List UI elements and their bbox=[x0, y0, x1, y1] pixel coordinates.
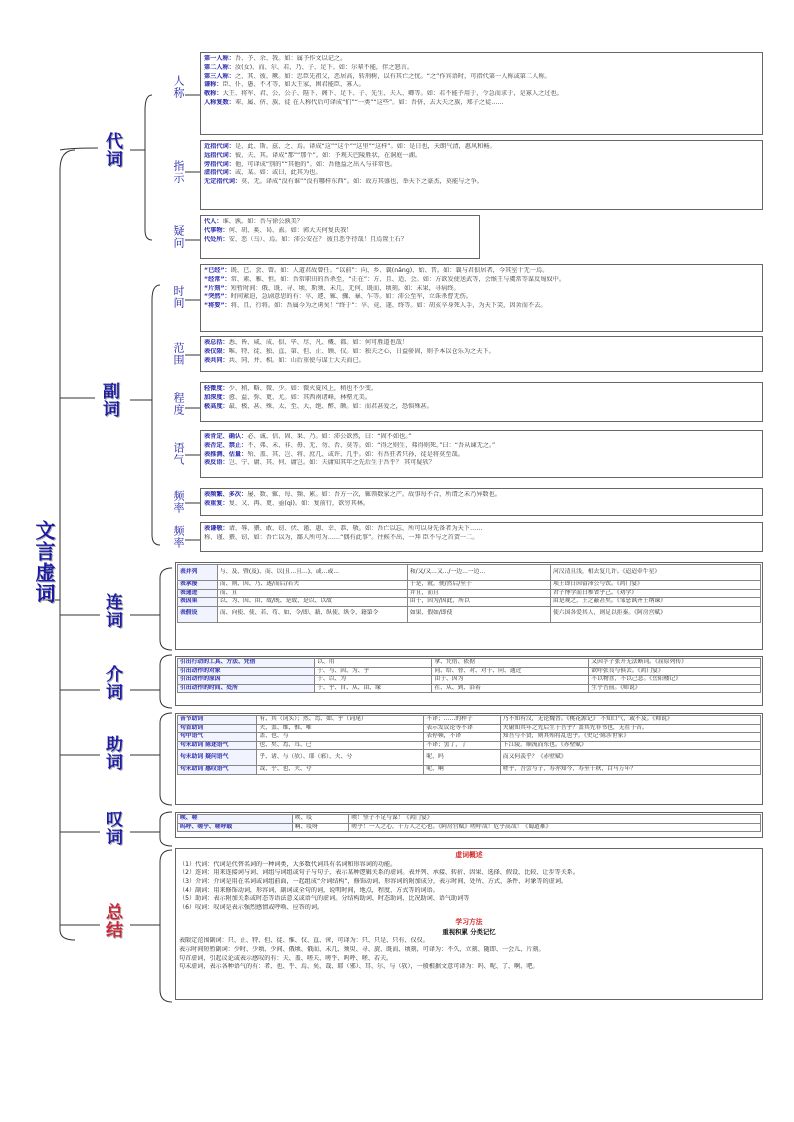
degree-adverb-box bbox=[200, 382, 763, 422]
list-item: “片刻”：短暂时间：俄、既、寻、顷，斯须、未几、无何、既而、顷刻。如：未果，寻病终。 bbox=[204, 284, 460, 292]
table-row: 唉、嗟 唉、哎 唉！竖子不足与谋！《鸿门宴》 bbox=[178, 815, 761, 824]
list-item: 句末虚词，表示各种语气的有：者、也、乎、焉、矣、哉、耶（邪）、耳、尔、与（欤），一般根据文意可译为：吗、呢、了、啊、吧。 bbox=[179, 963, 539, 971]
table-row: 音节助词 有、其（词头）；然、焉、如、乎（词尾） 不译；……的样子 乃不知有汉，无论魏晋。《桃花源记》 不知口气，或不及。《师说》 bbox=[178, 716, 761, 725]
sub-tone: 语气 bbox=[172, 442, 185, 466]
table-row: 句末助词 感叹语气 哉、乎、也、夫、兮 呢、啊 嗟乎，吾尝与子，寿亦知今，寿至千秋，白马万年？ bbox=[178, 766, 761, 775]
scope-adverb-box bbox=[200, 336, 763, 372]
sub-demonstrative: 指示 bbox=[172, 160, 185, 184]
list-item: 远指代词：彼、夫、其。译成“那”“那个”。如：予观夫巴陵胜状，在洞庭一湖。 bbox=[204, 151, 422, 159]
frequency-adverb-box-2 bbox=[200, 522, 763, 552]
list-item: 第三人称：之、其、彼、厥。如：忠臣先祖父，恶居高，转刑树，以有其亡之忧。“之”作宾语时，可指代第一人称或第二人称。 bbox=[204, 72, 551, 80]
list-item: 表限定范围副词：只、止、特、但、徒、惟、仅、直、啻，可译为：只、只是、只有、仅仅。 bbox=[179, 937, 429, 945]
list-item: 第二人称：汝(女)、而、尔、若、乃、子、足下。如：尔辈不能，伴之怒言。 bbox=[204, 63, 414, 71]
time-adverb-box bbox=[200, 264, 763, 332]
list-item: 轻微度：少、稍、略、微、少。如：微火夏风上，稍也不少变。 bbox=[204, 385, 378, 392]
sub-time: 时间 bbox=[172, 285, 185, 309]
auxiliary-table bbox=[175, 713, 763, 805]
list-item: 代人：谁、孰。如：吾与徐公孰美？ bbox=[204, 218, 303, 225]
list-item: 表否定、禁止：不、弗、未、非、毋、无、勿、否、莫等。如：“得之则生，弗得则死。”曰：“吾从谏无之。” bbox=[204, 441, 496, 449]
list-item: 表共同：共、同、并、相。如：山后重使与谋士大夫而已。 bbox=[204, 356, 365, 364]
sub-degree: 程度 bbox=[172, 392, 185, 416]
table-row: 引出动作的对象 于、与、因、为、乎 同、给、替、对、对于、向、通过 欲呼张良与俱去。《鸿门宴》 bbox=[178, 667, 761, 676]
table-row: 句首助词 夫、盖、维、惟、唯 表示发议论等不译 夫庸知其年之先后生于吾乎？盖其先非书也，无在于昔。 bbox=[178, 724, 761, 733]
table-row: 呜呼、嗟乎、嗟呼载 啊、哎呀 嗟乎！一人之心，千万人之心也。《阿房宫赋》嗟呼哉！危乎高哉！《蜀道难》 bbox=[178, 823, 761, 832]
table-row: 句末助词 陈述语气 也、矣、焉、耳、已 不译；罢了，了 下江陵，顺流而东也。《赤壁赋》 bbox=[178, 741, 761, 750]
list-item: “已经”：既、已、尝、曾。如：人道君故曾任。“以前”：向、乡、曩(nǎng)、始、昔。如：曩与君俱居者，今其室十无一焉。 bbox=[204, 267, 549, 274]
category-adverb: 副词 bbox=[99, 382, 119, 418]
interrogative-pronoun-box bbox=[200, 215, 480, 259]
tone-adverb-box bbox=[200, 430, 763, 478]
sub-scope: 范围 bbox=[172, 342, 185, 366]
table-row: 句中语气 盖、也、与 表停顿，不译 知吾与不贤，则其殆将乱也乎。《史记·陈涉世家》 bbox=[178, 733, 761, 742]
category-conjunction: 连词 bbox=[102, 593, 122, 629]
list-item: 表示时间短暂副词：少时、少顷、少间、俄顷、俄而、未几、须臾、寻、旋、既而、顷刻，可译为：不久、立刻、随即、一会儿、片刻。 bbox=[179, 945, 545, 953]
table-row: 句末助词 疑问语气 乎、诸、与（欤）、耶（邪）、夫、兮 呢、吗 而又何羡乎？《赤壁赋》 bbox=[178, 750, 761, 766]
person-pronoun-box bbox=[200, 52, 763, 135]
list-item: 称、谨、猥、窃、如：吾亡以为，鄙人所可为……“偶有此事”。往候不出，一拜 臣不与之首贺一二。 bbox=[204, 533, 479, 541]
list-item: 极高度：最、极、甚、殊、太、至、大、绝、醉、颇。如：而君甚爱之，恐惧殊甚。 bbox=[204, 402, 433, 410]
demonstrative-pronoun-box bbox=[200, 140, 763, 210]
category-auxiliary: 助词 bbox=[102, 735, 122, 771]
frequency-adverb-box bbox=[200, 488, 763, 516]
sub-frequency-1: 频率 bbox=[172, 490, 185, 514]
sub-person: 人称 bbox=[172, 75, 185, 99]
list-item: 加深度：愈、益、弥、更、尤。如：其西南诸峰，林壑尤美。 bbox=[204, 393, 372, 401]
list-item: （3）介词：介词是用在名词或词组前面，一起组成“介词结构”，修饰动词、形容词的附加成分，表示时间、处所、方式、条件、对象等的虚词。 bbox=[179, 877, 568, 885]
list-item: 表重复：复、又、再、更、亟(qì)。如：复前行，欲穷其林。 bbox=[204, 499, 370, 507]
preposition-table bbox=[175, 656, 763, 706]
list-item: 表仅限：唯、特、徒、独、直、第、但、止、顾、仅。如：独夫之心，日益骄固，则予本以仓乐为之天下。 bbox=[204, 347, 495, 355]
table-row: 引出行动的工具、方法、凭借 以、用 拿、凭借、依据 又因孚子张开无法断词。《屈原列传》 bbox=[178, 659, 761, 668]
list-item: 敬称：大王、将军、君、公、公子、陛下、阁下、足下、子、先生、夫人、卿等。如：若不能予用于，令急而求于，是寡人之过也。 bbox=[204, 90, 563, 98]
list-item: 表肯定、确认：必、诚、信、固、果、乃。如：沛公欲然，曰：“固不如也。” bbox=[204, 433, 412, 440]
table-row: 表承接 而、则、因、乃、遂/而后/若夫 于是，就，便/然后/至于 项王即日因留沛公与饮。《鸿门宴》 bbox=[178, 581, 761, 590]
list-item: （4）副词：用来修饰动词，形容词，副词或全句的词，说明时间，地点，程度，方式等的词语。 bbox=[179, 886, 439, 894]
list-item: “突然”：时间紧迫，急剧意思的有：卒、遽、辄、骤、暴、乍等。如：沛公至军，立诛杀曹无伤。 bbox=[204, 293, 473, 301]
list-item: 表总括：悉、皆、咸、成、俱、毕、尽、凡、概、都。如：何可胜道也哉！ bbox=[204, 339, 409, 346]
list-item: 表频繁、多次：屡、数、辄、每、频、累。如：吾方一次，辄领数家之产。故事每不合，所谓之未乃异数也。 bbox=[204, 491, 501, 498]
list-item: “将要”：将、且、行将。如：吾属今为之虏矣！“终于”：卒、竟、遂、终等。如：胡亥卒身死人手，为天下笑，因舍而不去。 bbox=[204, 302, 547, 310]
list-item: 无定指代词：莫、无。译成“没有谁”“没有哪样东西”。如：故方其盛也，举天下之豪杰，莫能与之争。 bbox=[204, 178, 483, 186]
interjection-table bbox=[175, 812, 763, 838]
sub-interrogative: 疑问 bbox=[172, 225, 185, 249]
list-item: （6）叹词：叹词是表示强烈感情或呼唤、应答的词。 bbox=[179, 903, 324, 911]
conjunction-table bbox=[175, 562, 763, 650]
category-summary: 总结 bbox=[102, 903, 122, 939]
list-item: 句首虚词，引起议论或表示感叹的有：夫、盖、嗟夫、嗟乎、呜呼、嗟、若夫。 bbox=[179, 954, 393, 962]
list-item: 表谦敬：请、辱、猥、敢、窃、伏、谨、惠、幸、恭、敬。如：吾亡以忘，所可以身先备者为天下…… bbox=[204, 525, 483, 532]
table-row: 引出动作的时间、处所 于、乎、自、从、由、缘 在、从、到、沿着 生乎吾前。《师说》 bbox=[178, 684, 761, 693]
category-interjection: 叹词 bbox=[102, 810, 122, 846]
table-row: 表并列 与、及、暨(及)、而、以(且…且…)、或…或… 和/又/又…又…/一边…一边… 河汉清且浅，相去复几许。《迢迢牵牛星》 bbox=[178, 565, 761, 581]
list-item: 人称复数：辈、属、侪、族、徒 在人称代后可译成“们”“一类”“这些”。如：吾侪，去大夫之族，郑子之徒…… bbox=[204, 98, 504, 106]
list-item: （5）助词：表示附加关系或时态等语法意义或语气的虚词。分结构助词、时态助词、比况助词、语气助词等 bbox=[179, 895, 470, 903]
list-item: 旁指代词：他，可译成“别的”“其他的”。如：吾他益之出入与非常也。 bbox=[204, 160, 397, 168]
list-item: 表推测、估量：殆、盖、其、岂、将、庶几、或许、几乎。如：有吾狂者只孙，徒是将莫至哉。 bbox=[204, 450, 464, 458]
list-item: （2）连词：用来连接词与词、词组与词组或句子与句子，表示某种逻辑关系的虚词。表并列、承接、转折、因果、选择、假设、比较、让步等关系。 bbox=[179, 869, 579, 877]
table-row: 表递进 而、且 并且，而且 君子博学而日参省乎己。《劝学》 bbox=[178, 589, 761, 598]
list-item: “经常”：常、素、雅、恒。如：吾常职田的吾杀至，“正在”：方、且、适、会。如：方欲发使送武等，会缑王与虞常等谋反匈奴中。 bbox=[204, 275, 566, 283]
root-label: 文言虚词 bbox=[32, 520, 56, 604]
list-item: （1）代词：代词是代替名词的一种词类，大多数代词具有名词和形容词的功能。 bbox=[179, 860, 397, 868]
summary-title: 虚词概述 bbox=[455, 851, 483, 859]
table-row: 表假设 而、向使、使、若、苟、如、令/即、藉、纵使、纵令、籍第令 如果、假如/即使 使六国各爱其人，则足以拒秦。《阿房宫赋》 bbox=[178, 606, 761, 622]
list-item: 代事物：何、胡、奚、曷、盍。如：郭大夫何复氏我！ bbox=[204, 226, 353, 234]
method-title: 学习方法 bbox=[455, 918, 483, 927]
list-item: 谦称：臣、仆、愚、不才等，如大王家，困君能臣，寡人。 bbox=[204, 81, 365, 89]
category-preposition: 介词 bbox=[102, 665, 122, 701]
category-pronoun: 代词 bbox=[102, 132, 122, 168]
sub-frequency-2: 频率 bbox=[172, 525, 185, 549]
table-row: 表因果 以、为、因、由、故/既、是故、是以、以故 由于，因为/因此，所以 由是观之，王之蔽甚矣。《邹忌讽齐王纳谏》 bbox=[178, 598, 761, 607]
method-subtitle: 重视积累 分类记忆 bbox=[442, 928, 496, 937]
list-item: 表反语：岂、宁、庸、其、何、庸岂。如：夫庸知其年之先后生于吾乎？ 其可疑欤？ bbox=[204, 459, 435, 467]
list-item: 代处所：安、恶（乌）、焉。如：沛公安在？ 彼且恶乎待哉！且焉置土石？ bbox=[204, 235, 408, 243]
table-row: 引出动作的原因 于、以、为 由于、因为 不以物喜，不以己悲。《岳阳楼记》 bbox=[178, 676, 761, 685]
list-item: 第一人称：吾、予、余、我。如：属予作文以记之。 bbox=[204, 55, 347, 62]
summary-box bbox=[175, 848, 763, 1000]
list-item: 虚指代词：或、某。如：或曰，此其为也。 bbox=[204, 169, 322, 177]
list-item: 近指代词：是、此、斯、兹、之、焉。译成“这”“这个”“这里”“这样”。如：是日也，天朗气清，惠风和畅。 bbox=[204, 143, 496, 150]
